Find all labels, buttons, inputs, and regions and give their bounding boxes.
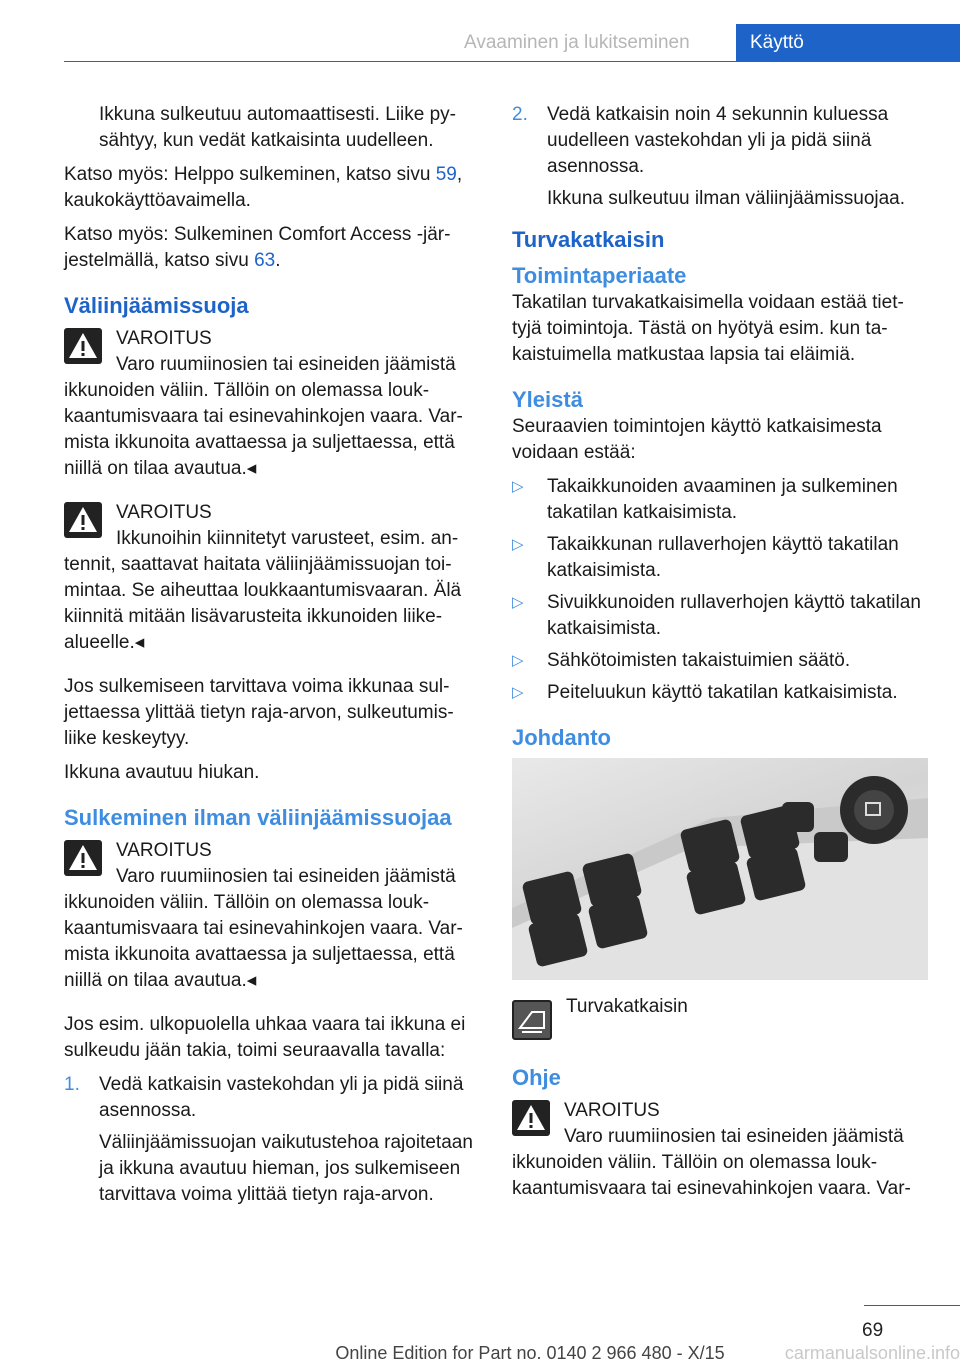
- danger-text: Jos esim. ulkopuolella uhkaa vaara tai ikkuna ei sulkeudu jään takia, toimi seuraavalla tavalla:: [64, 1014, 466, 1061]
- bullet-text: Sähkötoimisten takaistuimien säätö.: [547, 650, 851, 671]
- see-also-suffix: .: [275, 250, 281, 271]
- page-link-63[interactable]: 63: [254, 250, 276, 271]
- see-also-text: Katso myös: Sulkeminen Comfort Access ‑järjestelmällä, katso sivu: [64, 224, 451, 271]
- page-number: 69: [862, 1320, 884, 1341]
- see-also-comfort-access: [64, 222, 477, 274]
- step-number: 1.: [64, 1074, 80, 1095]
- list-item: [512, 680, 925, 706]
- principle-text: Takatilan turvakatkaisimella voidaan estää tiettyjä toimintoja. Tästä on hyötyä esim. kun takaistuimella matkustaa lapsia tai eläimiä.: [512, 292, 904, 365]
- see-also-suffix: , kaukokäyttöavaimella.: [64, 164, 463, 211]
- list-item: [64, 1072, 477, 1208]
- chapter-tab-label: Käyttö: [750, 32, 804, 53]
- right-column: [512, 102, 925, 1220]
- bullet-triangle-icon: ▷: [512, 684, 524, 701]
- watermark: carmanualsonline.info: [784, 1343, 960, 1363]
- safety-switch-row: [512, 994, 925, 1046]
- bullet-text: Sivuikkunoiden rullaverhojen käyttö takatilan katkaisimista.: [547, 592, 921, 639]
- bullet-text: Takaikkunan rullaverhojen käyttö takatilan katkaisimista.: [547, 534, 899, 581]
- bullet-text: Takaikkunoiden avaaminen ja sulkeminen takatilan katkaisimista.: [547, 476, 898, 523]
- warning-text: Varo ruumiinosien tai esineiden jäämistä ikkunoiden väliin. Tällöin on olemassa loukkaantumisvaara tai esinevahinkojen vaara. Varmista ikkunoita avattaessa ja suljettaessa, että niillä on tilaa avautua.◂: [64, 354, 463, 479]
- list-item: [512, 474, 925, 526]
- page-header: [0, 0, 960, 62]
- footer-rule: [864, 1305, 960, 1306]
- heading-intro: Johdanto: [512, 725, 611, 750]
- general-text: Seuraavien toimintojen käyttö katkaisimesta voidaan estää:: [512, 416, 882, 463]
- heading-close-without-protection: Sulkeminen ilman väliinjäämissuojaa: [64, 805, 452, 830]
- warning-text: Varo ruumiinosien tai esineiden jäämistä ikkunoiden väliin. Tällöin on olemassa loukkaantumisvaara tai esinevahinkojen vaara. Var-: [512, 1126, 911, 1199]
- step-text: Vedä katkaisin vastekohdan yli ja pidä siinä asennossa.: [99, 1074, 464, 1121]
- bullet-triangle-icon: ▷: [512, 594, 524, 611]
- bullet-triangle-icon: ▷: [512, 652, 524, 669]
- auto-close-text: Ikkuna sulkeutuu automaattisesti. Liike pysähtyy, kun vedät katkaisinta uudelleen.: [99, 104, 456, 151]
- step-number: 2.: [512, 104, 528, 125]
- warning-triangle-icon: [64, 502, 102, 538]
- left-column: [64, 102, 477, 1216]
- window-opens-text: Ikkuna avautuu hiukan.: [64, 762, 260, 783]
- warning-title: VAROITUS: [116, 502, 212, 523]
- warning-box: [64, 838, 477, 994]
- warning-box: [512, 1098, 925, 1202]
- see-also-text: Katso myös: Helppo sulkeminen, katso sivu: [64, 164, 436, 185]
- warning-triangle-icon: [64, 328, 102, 364]
- page-link-59[interactable]: 59: [435, 164, 457, 185]
- warning-box: [64, 326, 477, 482]
- warning-title: VAROITUS: [564, 1100, 660, 1121]
- list-item: [512, 532, 925, 584]
- safety-switch-caption: Turvakatkaisin: [566, 996, 688, 1017]
- force-limit-text: Jos sulkemiseen tarvittava voima ikkunaa suljettaessa ylittää tietyn raja-arvon, sulkeutumisliike keskeytyy.: [64, 676, 454, 749]
- list-item: [512, 102, 925, 212]
- heading-note: Ohje: [512, 1065, 561, 1090]
- edition-text: Online Edition for Part no. 0140 2 966 480 - X/15: [335, 1343, 725, 1363]
- heading-pinch-protection: Väliinjäämissuoja: [64, 293, 249, 318]
- list-item: [512, 648, 925, 674]
- warning-title: VAROITUS: [116, 840, 212, 861]
- steps-list-continued: [512, 102, 925, 212]
- function-list: [512, 474, 925, 706]
- step-note: Ikkuna sulkeutuu ilman väliinjäämissuojaa.: [547, 188, 906, 209]
- step-note: Väliinjäämissuojan vaikutustehoa rajoitetaan ja ikkuna avautuu hieman, jos sulkemiseen tarvittava voima ylittää tietyn raja-arvon.: [99, 1132, 473, 1205]
- bullet-text: Peiteluukun käyttö takatilan katkaisimista.: [547, 682, 898, 703]
- header-rule: [64, 61, 960, 62]
- warning-triangle-icon: [512, 1100, 550, 1136]
- warning-box: [64, 500, 477, 656]
- window-switch-photo: [512, 758, 928, 980]
- bullet-triangle-icon: ▷: [512, 478, 524, 495]
- warning-text: Ikkunoihin kiinnitetyt varusteet, esim. antennit, saattavat haitata väliinjäämissuojan toimintaa. Se aiheuttaa loukkaantumisvaaran. Älä kiinnitä mitään lisävarusteita ikkunoiden liikealueelle.◂: [64, 528, 462, 653]
- warning-triangle-icon: [64, 840, 102, 876]
- see-also-easy-close: [64, 162, 477, 214]
- warning-text: Varo ruumiinosien tai esineiden jäämistä ikkunoiden väliin. Tällöin on olemassa loukkaantumisvaara tai esinevahinkojen vaara. Varmista ikkunoita avattaessa ja suljettaessa, että niillä on tilaa avautua.◂: [64, 866, 463, 991]
- heading-principle: Toimintaperiaate: [512, 263, 687, 288]
- window-lock-icon: [512, 1000, 552, 1040]
- steps-list: [64, 1072, 477, 1208]
- list-item: [512, 590, 925, 642]
- step-text: Vedä katkaisin noin 4 sekunnin kuluessa uudelleen vastekohdan yli ja pidä siinä asennossa.: [547, 104, 889, 177]
- heading-general: Yleistä: [512, 387, 583, 412]
- warning-title: VAROITUS: [116, 328, 212, 349]
- chapter-tab: [736, 24, 960, 62]
- heading-safety-switch: Turvakatkaisin: [512, 227, 665, 252]
- section-breadcrumb: Avaaminen ja lukitseminen: [464, 32, 690, 53]
- bullet-triangle-icon: ▷: [512, 536, 524, 553]
